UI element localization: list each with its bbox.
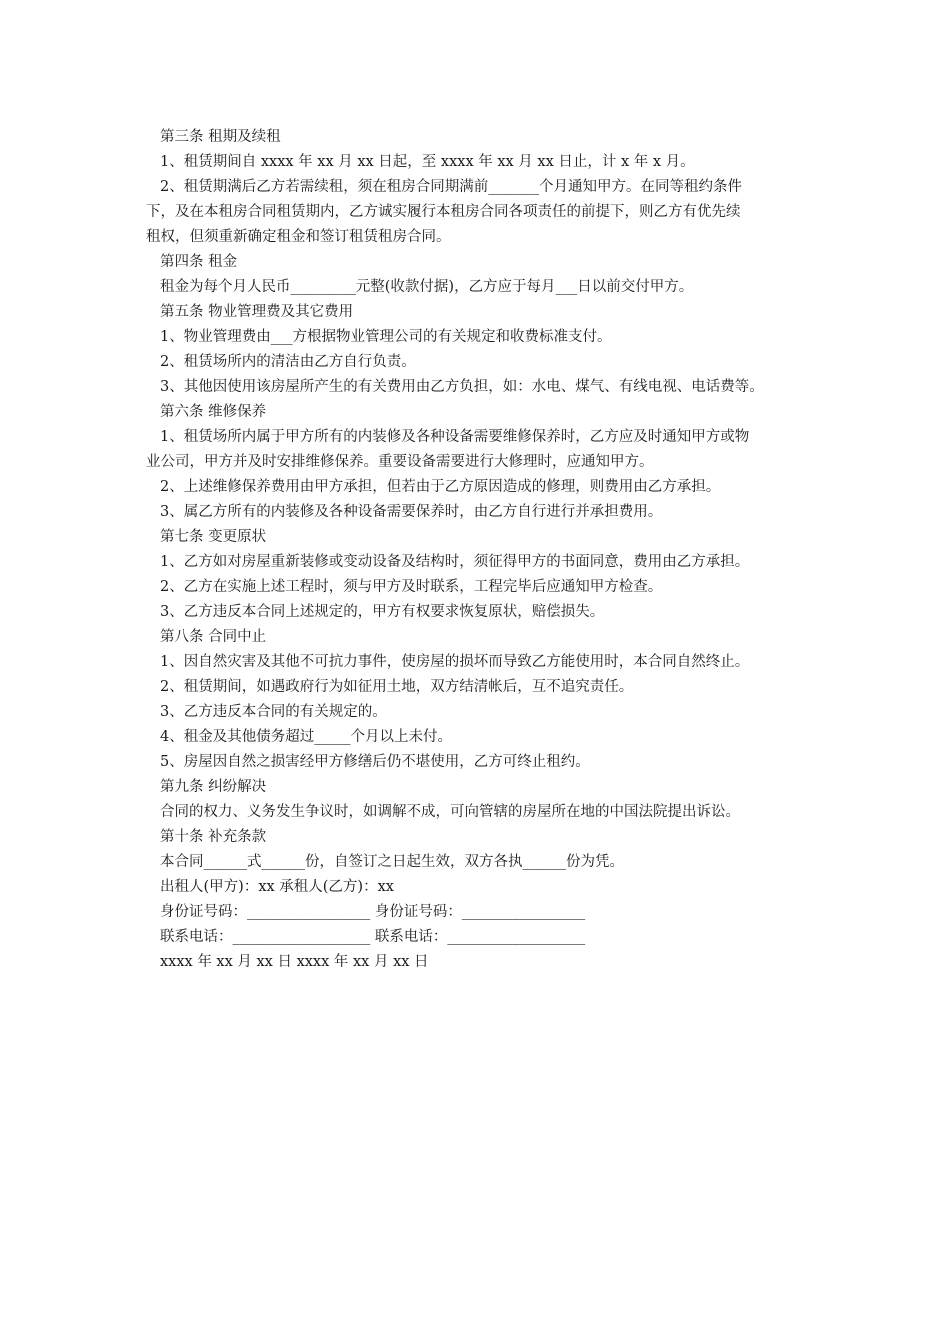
article-7-item-3: 3、乙方违反本合同上述规定的，甲方有权要求恢复原状，赔偿损失。 xyxy=(160,604,605,620)
article-6-heading: 第六条 维修保养 xyxy=(160,404,267,420)
article-8-item-4: 4、租金及其他债务超过_____个月以上未付。 xyxy=(160,729,452,745)
article-6-item-1-cont: 业公司，甲方并及时安排维修保养。重要设备需要进行大修理时，应通知甲方。 xyxy=(146,454,654,470)
article-5-heading: 第五条 物业管理费及其它费用 xyxy=(160,304,354,320)
article-3-item-2-cont: 下，及在本租房合同租赁期内，乙方诚实履行本租房合同各项责任的前提下，则乙方有优先续 xyxy=(146,204,741,220)
article-5-item-1: 1、物业管理费由___方根据物业管理公司的有关规定和收费标准支付。 xyxy=(160,329,612,345)
article-9-text: 合同的权力、义务发生争议时，如调解不成，可向管辖的房屋所在地的中国法院提出诉讼。 xyxy=(160,804,740,820)
article-8-item-1: 1、因自然灾害及其他不可抗力事件，使房屋的损坏而导致乙方能使用时，本合同自然终止。 xyxy=(160,654,750,670)
article-8-item-5: 5、房屋因自然之损害经甲方修缮后仍不堪使用，乙方可终止租约。 xyxy=(160,754,590,770)
article-7-item-1: 1、乙方如对房屋重新装修或变动设备及结构时，须征得甲方的书面同意，费用由乙方承担。 xyxy=(160,554,750,570)
article-6-item-1: 1、租赁场所内属于甲方所有的内装修及各种设备需要维修保养时，乙方应及时通知甲方或物 xyxy=(160,429,750,445)
signatory-names: 出租人(甲方)：xx 承租人(乙方)：xx xyxy=(160,879,394,895)
article-8-item-3: 3、乙方违反本合同的有关规定的。 xyxy=(160,704,387,720)
article-3-item-2-cont: 租权，但须重新确定租金和签订租赁租房合同。 xyxy=(146,229,451,245)
article-5-item-3: 3、其他因使用该房屋所产生的有关费用由乙方负担，如：水电、煤气、有线电视、电话费等。 xyxy=(160,379,764,395)
signatory-phones: 联系电话：___________________ 联系电话：___________________ xyxy=(160,929,586,945)
article-6-item-3: 3、属乙方所有的内装修及各种设备需要保养时，由乙方自行进行并承担费用。 xyxy=(160,504,663,520)
article-3-heading: 第三条 租期及续租 xyxy=(160,129,281,145)
signatory-id-numbers: 身份证号码：_________________ 身份证号码：_________________ xyxy=(160,904,586,920)
article-3-item-2: 2、租赁期满后乙方若需续租，须在租房合同期满前_______个月通知甲方。在同等租约条件 xyxy=(160,179,742,195)
article-5-item-2: 2、租赁场所内的清洁由乙方自行负责。 xyxy=(160,354,416,370)
article-4-text: 租金为每个月人民币_________元整(收款付据)，乙方应于每月___日以前交付甲方。 xyxy=(160,279,694,295)
article-8-item-2: 2、租赁期间，如遇政府行为如征用土地，双方结清帐后，互不追究责任。 xyxy=(160,679,634,695)
article-10-heading: 第十条 补充条款 xyxy=(160,829,267,845)
article-8-heading: 第八条 合同中止 xyxy=(160,629,267,645)
article-6-item-2: 2、上述维修保养费用由甲方承担，但若由于乙方原因造成的修理，则费用由乙方承担。 xyxy=(160,479,721,495)
article-10-text: 本合同______式______份，自签订之日起生效，双方各执______份为凭。 xyxy=(160,854,624,870)
signing-dates: xxxx 年 xx 月 xx 日 xxxx 年 xx 月 xx 日 xyxy=(160,954,429,970)
article-7-heading: 第七条 变更原状 xyxy=(160,529,267,545)
article-3-item-1: 1、租赁期间自 xxxx 年 xx 月 xx 日起，至 xxxx 年 xx 月 xx 日止，计 x 年 x 月。 xyxy=(160,154,695,170)
article-4-heading: 第四条 租金 xyxy=(160,254,238,270)
article-7-item-2: 2、乙方在实施上述工程时，须与甲方及时联系，工程完毕后应通知甲方检查。 xyxy=(160,579,663,595)
article-9-heading: 第九条 纠纷解决 xyxy=(160,779,267,795)
